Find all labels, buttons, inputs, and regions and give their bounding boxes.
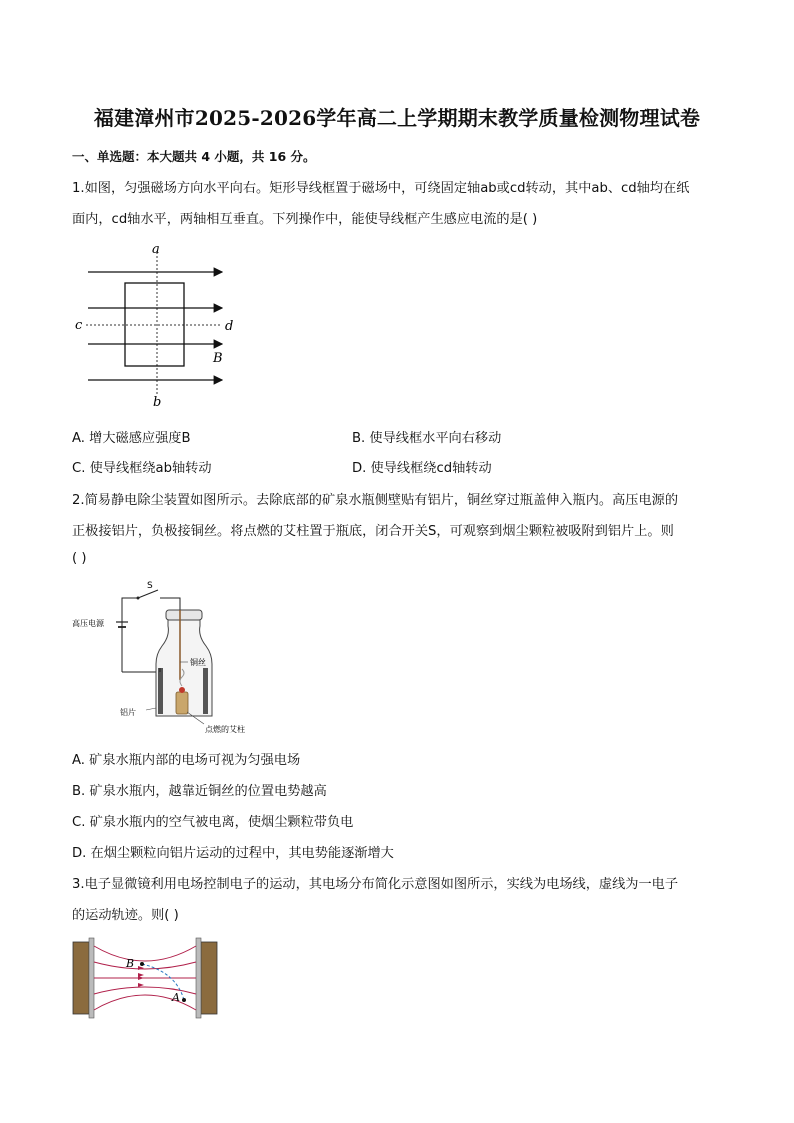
question-3-line-2: 的运动轨迹。则( ) (72, 908, 179, 923)
section-heading: 一、单选题：本大题共 4 小题，共 16 分。 (72, 149, 316, 164)
field-line (94, 946, 196, 961)
point-A (182, 998, 186, 1002)
question-2-option-d: D. 在烟尘颗粒向铝片运动的过程中，其电势能逐渐增大 (72, 846, 394, 861)
electrode-left (73, 942, 89, 1014)
field-line (94, 962, 196, 969)
label-A: A (172, 991, 180, 1004)
question-1-option-d: D. 使导线框绕cd轴转动 (352, 461, 492, 476)
electrode-right (201, 942, 217, 1014)
label-moxa: 点燃的艾柱 (205, 725, 245, 734)
aluminum-plate-left (158, 668, 163, 714)
aluminum-plate-right (203, 668, 208, 714)
field-line (94, 995, 196, 1010)
question-3-figure (72, 936, 222, 1020)
moxa-stick (176, 692, 188, 714)
question-2-figure (72, 576, 272, 738)
question-1-option-a: A. 增大磁感应强度B (72, 431, 191, 446)
field-line (94, 987, 196, 994)
label-d: d (225, 319, 234, 334)
question-1-option-c: C. 使导线框绕ab轴转动 (72, 461, 212, 476)
question-1-line-2: 面内，cd轴水平，两轴相互垂直。下列操作中，能使导线框产生感应电流的是( ) (72, 212, 538, 227)
label-a: a (152, 242, 160, 257)
label-b: b (153, 395, 162, 410)
bottle-cap (166, 610, 202, 620)
exam-title: 福建漳州市2025-2026学年高二上学期期末教学质量检测物理试卷 (93, 106, 701, 130)
label-B: B (126, 957, 135, 970)
label-power: 高压电源 (72, 619, 104, 628)
label-switch: S (147, 581, 153, 591)
question-3-line-1: 3.电子显微镜利用电场控制电子的运动，其电场分布简化示意图如图所示，实线为电场线，虚线为一电子 (72, 877, 679, 892)
question-2-line-2: 正极接铝片，负极接铜丝。将点燃的艾柱置于瓶底，闭合开关S，可观察到烟尘颗粒被吸附到铝片上。则 (72, 524, 674, 539)
label-aluminum: 铝片 (120, 708, 136, 717)
question-2-option-b: B. 矿泉水瓶内，越靠近铜丝的位置电势越高 (72, 784, 327, 799)
question-2-option-c: C. 矿泉水瓶内的空气被电离，使烟尘颗粒带负电 (72, 815, 354, 830)
switch (138, 590, 158, 598)
point-B (140, 962, 144, 966)
question-2-line-1: 2.简易静电除尘装置如图所示。去除底部的矿泉水瓶侧壁贴有铝片，铜丝穿过瓶盖伸入瓶内。高压电源的 (72, 493, 679, 508)
label-B: B (213, 351, 223, 366)
question-1-figure (72, 238, 252, 410)
question-2-option-a: A. 矿泉水瓶内部的电场可视为匀强电场 (72, 753, 301, 768)
question-1-option-b: B. 使导线框水平向右移动 (352, 431, 502, 446)
label-c: c (75, 318, 83, 333)
question-2-line-3: ( ) (72, 551, 87, 566)
question-1-line-1: 1.如图，匀强磁场方向水平向右。矩形导线框置于磁场中，可绕固定轴ab或cd转动，其中ab、cd轴均在纸 (72, 181, 690, 196)
label-copper: 铜丝 (190, 658, 206, 667)
